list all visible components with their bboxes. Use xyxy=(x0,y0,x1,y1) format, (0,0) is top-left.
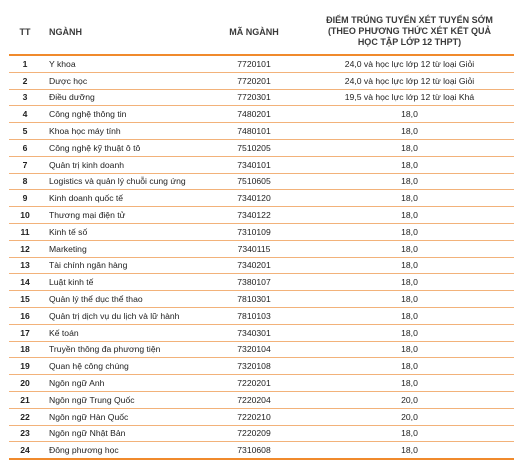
admission-score: 18,0 xyxy=(305,223,514,240)
major-code: 7310608 xyxy=(203,442,305,459)
admission-score: 18,0 xyxy=(305,274,514,291)
major-code: 7810103 xyxy=(203,307,305,324)
table-row xyxy=(9,257,514,274)
admission-score: 18,0 xyxy=(305,156,514,173)
row-number: 23 xyxy=(9,425,41,442)
row-number: 10 xyxy=(9,207,41,224)
admission-score: 18,0 xyxy=(305,240,514,257)
row-number: 12 xyxy=(9,240,41,257)
major-name: Kinh doanh quốc tế xyxy=(41,190,203,207)
major-code: 7220210 xyxy=(203,408,305,425)
row-number: 17 xyxy=(9,324,41,341)
table-row xyxy=(9,89,514,106)
row-number: 21 xyxy=(9,391,41,408)
major-code: 7220209 xyxy=(203,425,305,442)
major-name: Marketing xyxy=(41,240,203,257)
major-code: 7810301 xyxy=(203,291,305,308)
major-name: Thương mại điện tử xyxy=(41,207,203,224)
row-number: 14 xyxy=(9,274,41,291)
table-row xyxy=(9,123,514,140)
major-name: Quản trị kinh doanh xyxy=(41,156,203,173)
major-name: Điều dưỡng xyxy=(41,89,203,106)
table-row xyxy=(9,274,514,291)
admission-score: 18,0 xyxy=(305,341,514,358)
major-name: Ngôn ngữ Nhật Bản xyxy=(41,425,203,442)
major-name: Luật kinh tế xyxy=(41,274,203,291)
major-name: Truyền thông đa phương tiện xyxy=(41,341,203,358)
row-number: 11 xyxy=(9,223,41,240)
major-code: 7220201 xyxy=(203,375,305,392)
table-row xyxy=(9,375,514,392)
row-number: 18 xyxy=(9,341,41,358)
table-row xyxy=(9,190,514,207)
row-number: 8 xyxy=(9,173,41,190)
admission-score: 18,0 xyxy=(305,173,514,190)
admission-score: 24,0 và học lực lớp 12 từ loại Giỏi xyxy=(305,72,514,89)
admission-score: 24,0 và học lực lớp 12 từ loại Giỏi xyxy=(305,55,514,72)
major-code: 7310109 xyxy=(203,223,305,240)
column-header-code: MÃ NGÀNH xyxy=(203,9,305,55)
row-number: 13 xyxy=(9,257,41,274)
score-header-line-3: HỌC TẬP LỚP 12 THPT) xyxy=(357,37,462,47)
table-row xyxy=(9,55,514,72)
table-row xyxy=(9,307,514,324)
table-row xyxy=(9,341,514,358)
major-code: 7380107 xyxy=(203,274,305,291)
table-header-row xyxy=(9,9,514,55)
major-name: Kế toán xyxy=(41,324,203,341)
major-name: Ngôn ngữ Trung Quốc xyxy=(41,391,203,408)
admission-score: 18,0 xyxy=(305,123,514,140)
column-header-tt: TT xyxy=(9,9,41,55)
major-name: Kinh tế số xyxy=(41,223,203,240)
major-name: Tài chính ngân hàng xyxy=(41,257,203,274)
major-code: 7480101 xyxy=(203,123,305,140)
major-name: Công nghệ kỹ thuật ô tô xyxy=(41,139,203,156)
major-code: 7340120 xyxy=(203,190,305,207)
major-code: 7510605 xyxy=(203,173,305,190)
row-number: 7 xyxy=(9,156,41,173)
admission-score: 18,0 xyxy=(305,425,514,442)
table-row xyxy=(9,173,514,190)
table-row xyxy=(9,442,514,459)
major-code: 7340301 xyxy=(203,324,305,341)
admission-score: 18,0 xyxy=(305,307,514,324)
table-row xyxy=(9,223,514,240)
major-name: Logistics và quản lý chuỗi cung ứng xyxy=(41,173,203,190)
admission-score: 18,0 xyxy=(305,324,514,341)
admission-score: 18,0 xyxy=(305,358,514,375)
major-name: Đông phương học xyxy=(41,442,203,459)
admission-score: 18,0 xyxy=(305,375,514,392)
major-name: Y khoa xyxy=(41,55,203,72)
table-row xyxy=(9,358,514,375)
row-number: 24 xyxy=(9,442,41,459)
score-header-line-2: (THEO PHƯƠNG THỨC XÉT KẾT QUẢ xyxy=(327,26,492,36)
admission-score-table xyxy=(9,9,514,460)
major-name: Quản lý thể dục thể thao xyxy=(41,291,203,308)
admission-score: 18,0 xyxy=(305,139,514,156)
row-number: 16 xyxy=(9,307,41,324)
major-name: Ngôn ngữ Hàn Quốc xyxy=(41,408,203,425)
table-row xyxy=(9,408,514,425)
major-name: Ngôn ngữ Anh xyxy=(41,375,203,392)
table-row xyxy=(9,291,514,308)
row-number: 4 xyxy=(9,106,41,123)
row-number: 1 xyxy=(9,55,41,72)
major-code: 7220204 xyxy=(203,391,305,408)
table-row xyxy=(9,324,514,341)
column-header-score xyxy=(305,9,514,55)
admission-score: 20,0 xyxy=(305,408,514,425)
major-code: 7320108 xyxy=(203,358,305,375)
major-code: 7340101 xyxy=(203,156,305,173)
major-code: 7720201 xyxy=(203,72,305,89)
table-row xyxy=(9,156,514,173)
admission-score: 18,0 xyxy=(305,257,514,274)
row-number: 15 xyxy=(9,291,41,308)
admission-score: 18,0 xyxy=(305,106,514,123)
major-name: Dược học xyxy=(41,72,203,89)
admission-score: 18,0 xyxy=(305,442,514,459)
major-name: Khoa học máy tính xyxy=(41,123,203,140)
row-number: 9 xyxy=(9,190,41,207)
major-code: 7340115 xyxy=(203,240,305,257)
major-code: 7340201 xyxy=(203,257,305,274)
row-number: 5 xyxy=(9,123,41,140)
major-name: Công nghệ thông tin xyxy=(41,106,203,123)
table-row xyxy=(9,207,514,224)
table-row xyxy=(9,72,514,89)
table-body xyxy=(9,55,514,459)
table-row xyxy=(9,240,514,257)
major-name: Quan hệ công chúng xyxy=(41,358,203,375)
major-code: 7340122 xyxy=(203,207,305,224)
row-number: 19 xyxy=(9,358,41,375)
admission-score: 18,0 xyxy=(305,190,514,207)
row-number: 6 xyxy=(9,139,41,156)
row-number: 22 xyxy=(9,408,41,425)
admission-score: 18,0 xyxy=(305,207,514,224)
table-row xyxy=(9,425,514,442)
row-number: 3 xyxy=(9,89,41,106)
major-code: 7480201 xyxy=(203,106,305,123)
major-code: 7720101 xyxy=(203,55,305,72)
column-header-name: NGÀNH xyxy=(41,9,203,55)
admission-score: 18,0 xyxy=(305,291,514,308)
admission-score: 19,5 và học lực lớp 12 từ loại Khá xyxy=(305,89,514,106)
major-code: 7510205 xyxy=(203,139,305,156)
admission-score: 20,0 xyxy=(305,391,514,408)
major-name: Quản trị dịch vụ du lịch và lữ hành xyxy=(41,307,203,324)
score-header-line-1: ĐIỂM TRÚNG TUYỂN XÉT TUYỂN SỚM xyxy=(326,15,493,25)
table-row xyxy=(9,106,514,123)
table-row xyxy=(9,391,514,408)
table-row xyxy=(9,139,514,156)
major-code: 7320104 xyxy=(203,341,305,358)
major-code: 7720301 xyxy=(203,89,305,106)
row-number: 2 xyxy=(9,72,41,89)
row-number: 20 xyxy=(9,375,41,392)
